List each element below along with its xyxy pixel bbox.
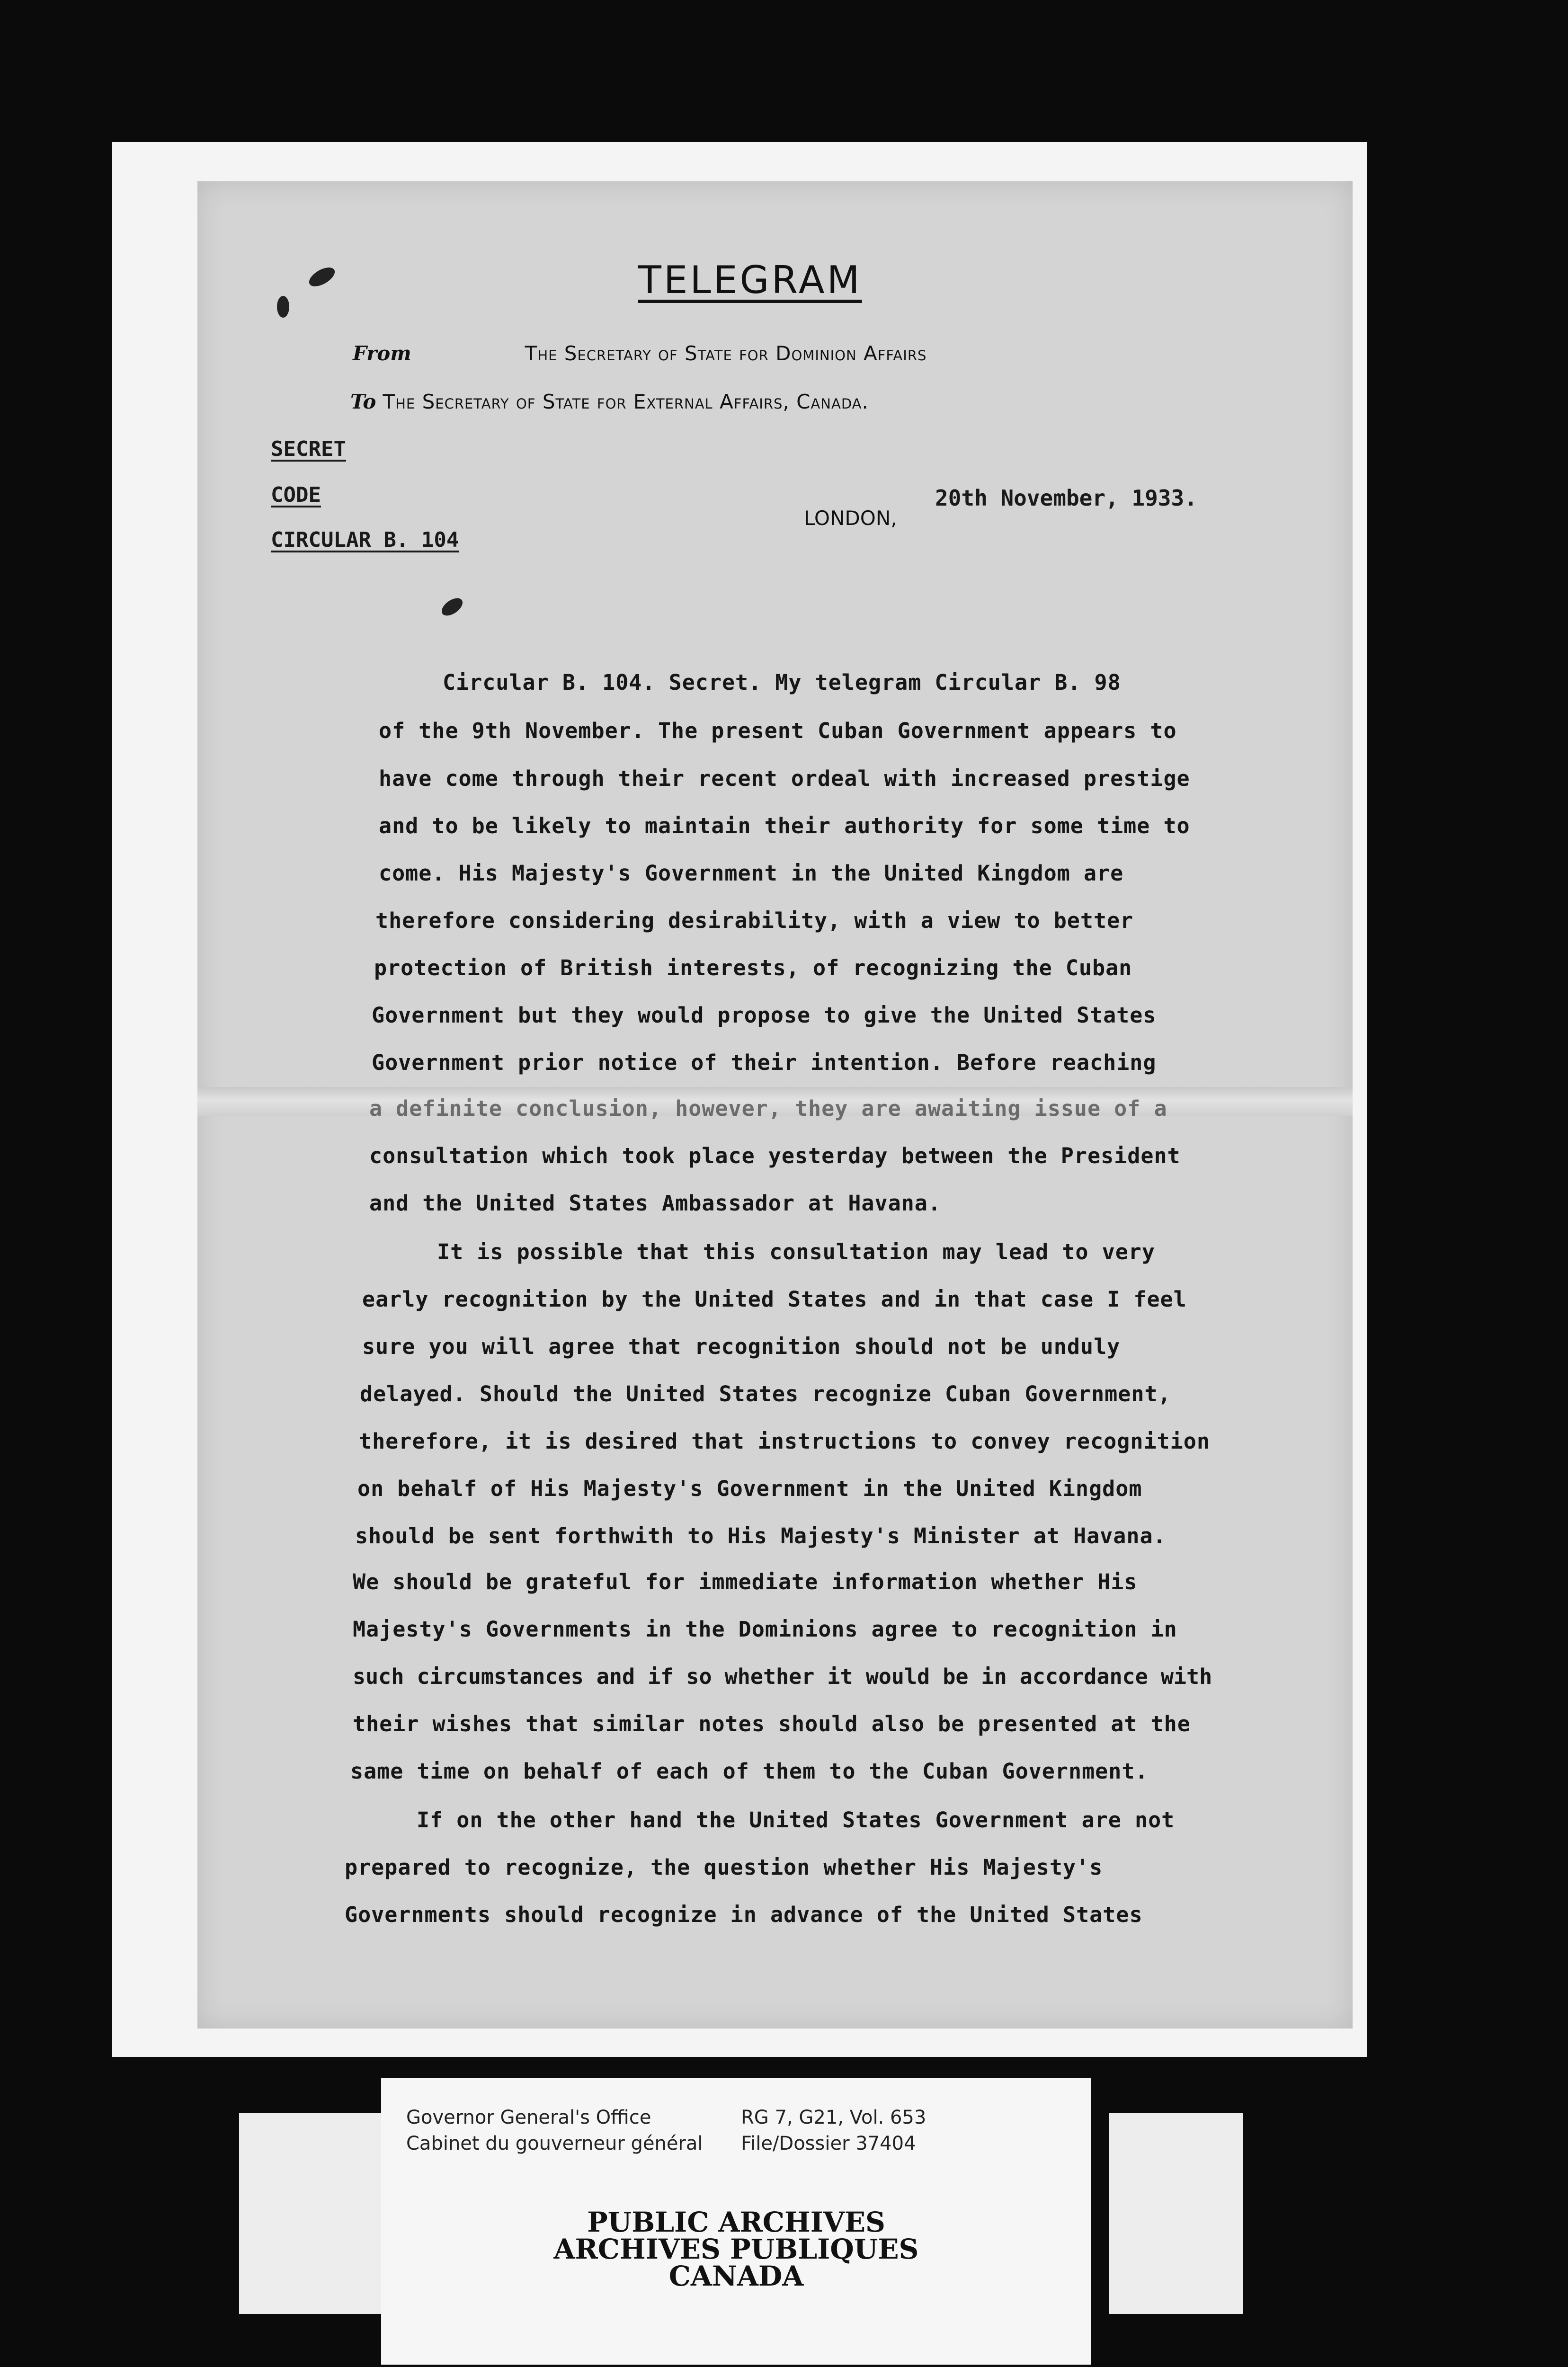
body-line: Majesty's Governments in the Dominions agree to recognition in (353, 1617, 1177, 1642)
body-line: consultation which took place yesterday between the President (369, 1143, 1181, 1168)
body-line: It is possible that this consultation may lead to very (437, 1239, 1155, 1264)
body-line: have come through their recent ordeal with increased prestige (379, 766, 1190, 791)
office-french: Cabinet du gouverneur général (406, 2133, 703, 2154)
to-line (350, 390, 869, 413)
archive-stamp-line: CANADA (668, 2260, 804, 2292)
body-line: Circular B. 104. Secret. My telegram Circular B. 98 (443, 670, 1121, 695)
body-line: on behalf of His Majesty's Government in the United Kingdom (357, 1476, 1142, 1501)
circular-tag: CIRCULAR B. 104 (271, 528, 459, 552)
body-line: therefore, it is desired that instructions to convey recognition (359, 1429, 1210, 1454)
from-value: The Secretary of State for Dominion Affairs (525, 342, 927, 365)
body-line: We should be grateful for immediate information whether His (353, 1569, 1138, 1594)
body-line: prepared to recognize, the question whether His Majesty's (345, 1855, 1103, 1880)
label-tab-left (239, 2113, 381, 2314)
archive-reference: RG 7, G21, Vol. 653 (741, 2107, 927, 2128)
body-line: such circumstances and if so whether it would be in accordance with (353, 1664, 1212, 1689)
body-line: same time on behalf of each of them to the Cuban Government. (350, 1759, 1149, 1784)
body-line: and to be likely to maintain their authority for some time to (379, 813, 1190, 838)
code-tag: CODE (271, 483, 321, 507)
telegram-title: TELEGRAM (638, 258, 862, 302)
to-value: The Secretary of State for External Affairs, Canada. (383, 390, 869, 413)
body-line: and the United States Ambassador at Havana. (369, 1191, 941, 1216)
body-line: come. His Majesty's Government in the United Kingdom are (379, 861, 1124, 886)
from-label: From (353, 342, 411, 365)
body-line: their wishes that similar notes should also be presented at the (353, 1711, 1191, 1736)
city-label: LONDON, (804, 507, 897, 530)
archive-stamp-line: ARCHIVES PUBLIQUES (553, 2233, 919, 2265)
archive-file-number: File/Dossier 37404 (741, 2133, 916, 2154)
archive-stamp-line: PUBLIC ARCHIVES (587, 2206, 885, 2238)
to-label: To (350, 390, 376, 413)
from-line (353, 342, 927, 365)
body-line: should be sent forthwith to His Majesty's Minister at Havana. (355, 1523, 1167, 1548)
body-line: protection of British interests, of recognizing the Cuban (374, 955, 1132, 980)
label-tab-right (1109, 2113, 1243, 2314)
secret-tag: SECRET (271, 437, 346, 461)
body-line: early recognition by the United States and in that case I feel (362, 1287, 1187, 1312)
body-line: sure you will agree that recognition should not be unduly (362, 1334, 1121, 1359)
body-line: a definite conclusion, however, they are awaiting issue of a (369, 1096, 1167, 1121)
body-line: of the 9th November. The present Cuban Government appears to (379, 718, 1177, 743)
office-english: Governor General's Office (406, 2107, 651, 2128)
body-line: delayed. Should the United States recognize Cuban Government, (360, 1381, 1171, 1406)
date-label: 20th November, 1933. (935, 485, 1197, 511)
body-line: Governments should recognize in advance of the United States (345, 1902, 1143, 1927)
body-line: therefore considering desirability, with a view to better (375, 908, 1134, 933)
body-line: Government but they would propose to give the United States (372, 1003, 1157, 1028)
body-line: If on the other hand the United States Government are not (417, 1807, 1175, 1833)
body-line: Government prior notice of their intention. Before reaching (372, 1050, 1157, 1075)
ink-smudge (277, 296, 289, 318)
